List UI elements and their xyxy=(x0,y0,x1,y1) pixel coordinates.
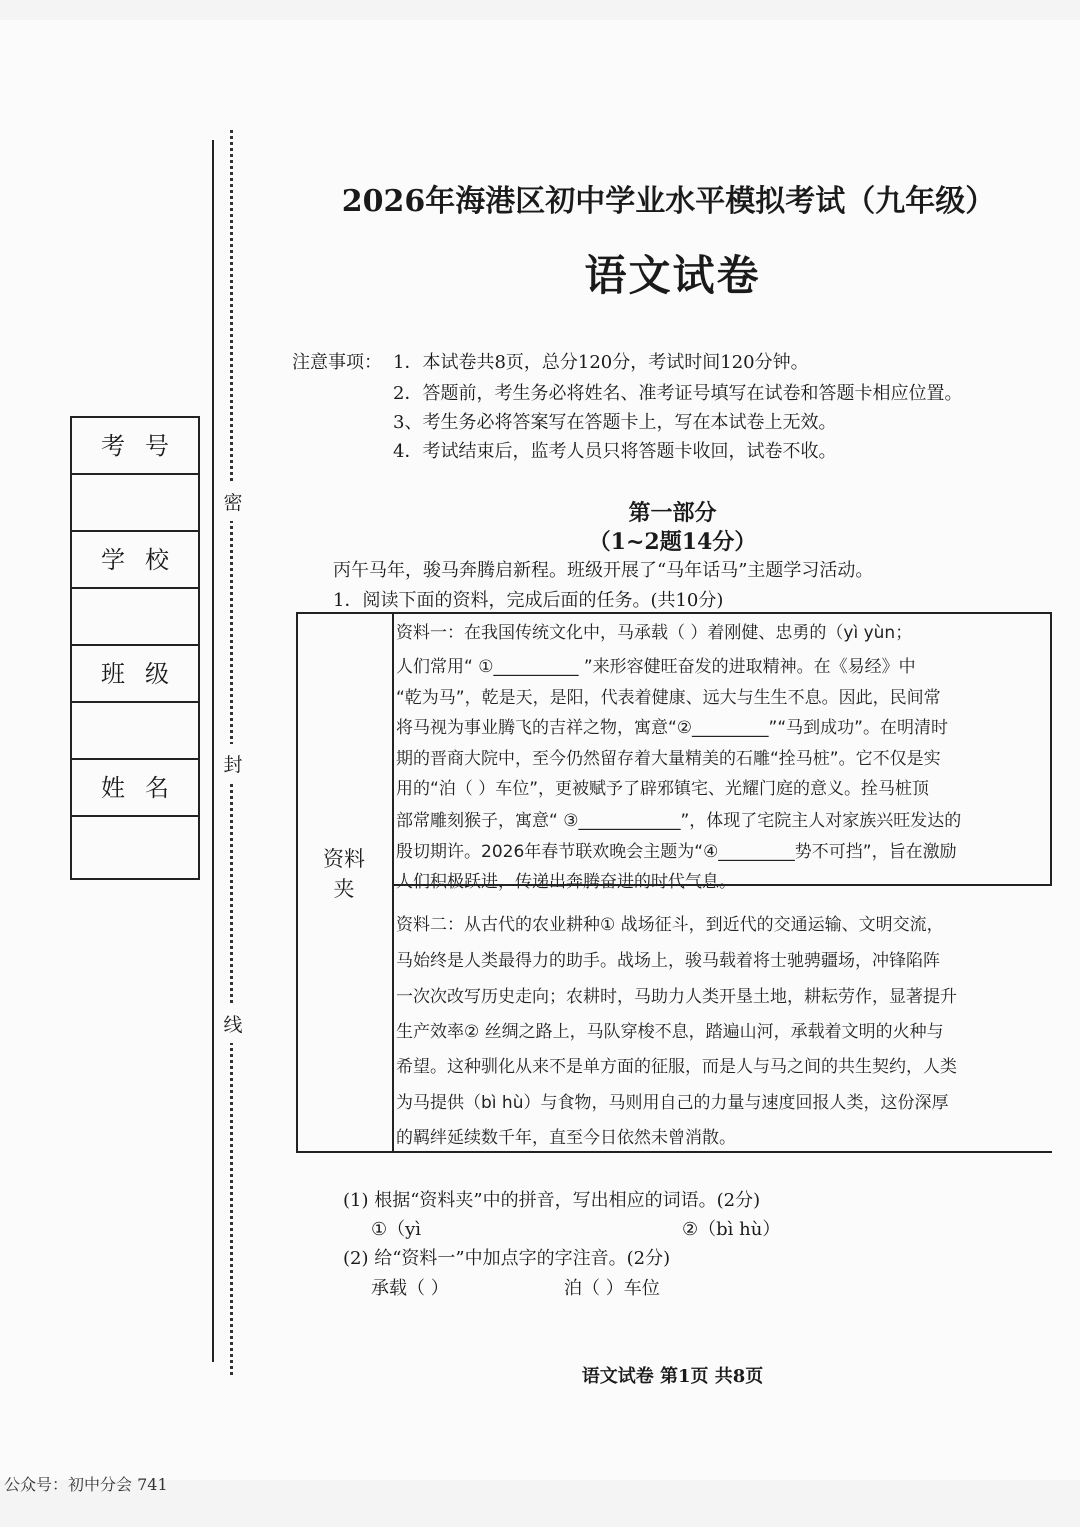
seal-char-feng: 封 xyxy=(222,744,244,783)
exam-title: 2026年海港区初中学业水平模拟考试（九年级） xyxy=(341,184,996,219)
label-school: 学校 xyxy=(72,532,198,589)
material-1-line: 人们积极跃进，传递出奔腾奋进的时代气息。 xyxy=(396,872,736,892)
notice-item-4: 4．考试结束后，监考人员只将答题卡收回，试卷不收。 xyxy=(393,441,837,462)
material-1-line: 殷切期许。2026年春节联欢晚会主题为“④_________势不可挡”，旨在激励 xyxy=(396,842,957,862)
field-name[interactable] xyxy=(72,817,198,874)
answer-1-yi[interactable]: ①（yì xyxy=(371,1219,422,1240)
activity-intro: 丙午马年，骏马奔腾启新程。班级开展了“马年话马”主题学习活动。 xyxy=(333,560,874,581)
material-2-line: 的羁绊延续数千年，直至今日依然未曾消散。 xyxy=(396,1128,736,1148)
binding-line xyxy=(212,140,214,1362)
label-class: 班级 xyxy=(72,646,198,703)
box-border-right xyxy=(1050,612,1052,884)
material-2-line: 生产效率② 丝绸之路上，马队穿梭不息，踏遍山河，承载着文明的火种与 xyxy=(396,1022,944,1042)
notice-item-2: 2．答题前，考生务必将姓名、准考证号填写在试卷和答题卡相应位置。 xyxy=(393,383,963,404)
material-1-line: 资料一：在我国传统文化中，马承载（ ）着刚健、忠勇的（yì yùn； xyxy=(396,623,913,643)
materials-tag: 资料夹 xyxy=(323,847,365,901)
student-info-box xyxy=(70,416,200,880)
notice-item-3: 3、考生务必将答案写在答题卡上，写在本试卷上无效。 xyxy=(393,412,837,433)
answer-2-bo[interactable]: 泊（ ）车位 xyxy=(564,1278,660,1299)
box-border-bottom xyxy=(296,1151,1052,1153)
material-2-line: 为马提供（bì hù）与食物，马则用自己的力量与速度回报人类，这份深厚 xyxy=(396,1093,949,1113)
material-2-line: 马始终是人类最得力的助手。战场上，骏马载着将士驰骋疆场，冲锋陷阵 xyxy=(396,951,940,971)
part-subtitle: （1~2题14分） xyxy=(588,529,757,555)
materials-box xyxy=(296,612,1052,1153)
box-border-top xyxy=(296,612,1052,614)
notice-label: 注意事项： xyxy=(292,352,382,373)
material-2-line: 一次次改写历史走向；农耕时，马助力人类开垦土地，耕耘劳作，显著提升 xyxy=(396,987,957,1007)
answer-1-bihu[interactable]: ②（bì hù） xyxy=(682,1219,781,1240)
label-exam-number: 考号 xyxy=(72,418,198,475)
seal-char-xian: 线 xyxy=(222,1004,244,1043)
label-name: 姓名 xyxy=(72,760,198,817)
material-1-line: 期的晋商大院中，至今仍然留存着大量精美的石雕“拴马桩”。它不仅是实 xyxy=(396,749,941,769)
answer-2-chengzai[interactable]: 承载（ ） xyxy=(371,1278,449,1299)
box-border-left xyxy=(296,612,298,1153)
subject-title: 语文试卷 xyxy=(584,251,761,300)
watermark-text: 公众号：初中分会 741 xyxy=(4,1475,168,1494)
material-2-line: 希望。这种驯化从来不是单方面的征服，而是人与马之间的共生契约，人类 xyxy=(396,1057,957,1077)
seal-char-mi: 密 xyxy=(222,482,244,521)
page-footer: 语文试卷 第1页 共8页 xyxy=(581,1366,764,1387)
material-1-line: 用的“泊（ ）车位”，更被赋予了辟邪镇宅、光耀门庭的意义。拴马桩顶 xyxy=(396,779,930,799)
notice-item-1: 1．本试卷共8页，总分120分，考试时间120分钟。 xyxy=(393,352,809,373)
material-1-line: 人们常用“ ①__________ ”来形容健旺奋发的进取精神。在《易经》中 xyxy=(396,657,916,677)
material-1-line: 部常雕刻猴子，寓意“ ③____________”，体现了宅院主人对家族兴旺发达的 xyxy=(396,811,962,831)
material-1-line: “乾为马”，乾是天，是阳，代表着健康、远大与生生不息。因此，民间常 xyxy=(396,688,941,708)
part-title: 第一部分 xyxy=(628,500,717,526)
field-school[interactable] xyxy=(72,589,198,646)
field-class[interactable] xyxy=(72,703,198,760)
sub-question-2: (2) 给“资料一”中加点字的字注音。(2分) xyxy=(343,1248,671,1269)
question-1-prompt: 1．阅读下面的资料，完成后面的任务。(共10分) xyxy=(333,590,724,611)
material-2-line: 资料二：从古代的农业耕种① 战场征斗，到近代的交通运输、文明交流， xyxy=(396,915,944,935)
material-1-line: 将马视为事业腾飞的吉祥之物，寓意“②_________”“马到成功”。在明清时 xyxy=(396,718,948,738)
box-divider xyxy=(392,612,394,1153)
sub-question-1: (1) 根据“资料夹”中的拼音，写出相应的词语。(2分) xyxy=(343,1190,761,1211)
